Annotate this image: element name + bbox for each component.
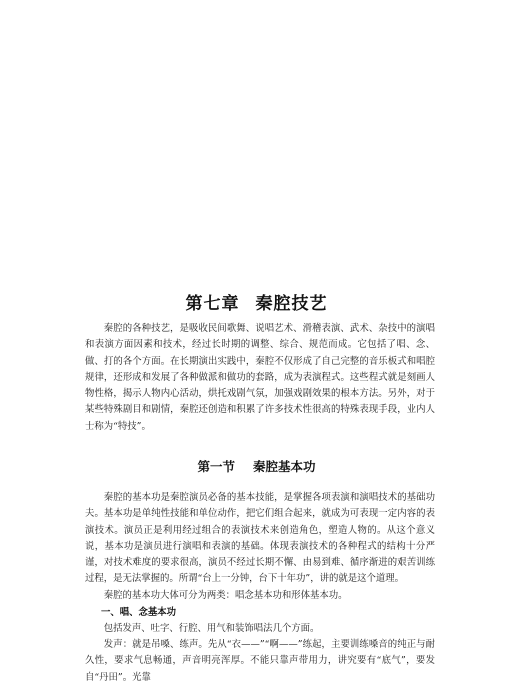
chapter-name: 秦腔技艺	[255, 294, 328, 314]
subsection-heading: 一、唱、念基本功	[101, 607, 177, 618]
voice-paragraph: 发声：就是吊嗓、练声。先从“衣——”“啊——”练起，主要训练嗓音的纯正与耐久性，要求气息畅通，声音明亮浑厚。不能只靠声带用力，讲究要有“底气”，要发自“丹田”。光靠	[85, 639, 435, 683]
section-name: 秦腔基本功	[253, 459, 316, 474]
section-paragraph: 秦腔的基本功是秦腔演员必备的基本技能，是掌握各项表演和演唱技术的基础功夫。基本功是单纯性技能和单位动作，把它们组合起来，就成为可表现一定内容的表演技术。演员正是利用经过组合的表演技术来创造角色，塑造人物的。从这个意义说，基本功是演员进行演唱和表演的基础。体现表演技术的各种程式的结构十分严谨，对技术难度的要求很高，演员不经过长期不懈、由易到难、循序渐进的艰苦训练过程，是无法掌握的。所谓“台上一分钟，台下十年功”，讲的就是这个道理。	[85, 492, 435, 585]
subsection-intro: 包括发声、吐字、行腔、用气和装饰唱法几个方面。	[103, 623, 320, 634]
chapter-number: 第七章	[185, 294, 240, 314]
intro-paragraph: 秦腔的各种技艺，是吸收民间歌舞、说唱艺术、滑稽表演、武术、杂技中的演唱和表演方面因素和技术，经过长时期的调整、综合、规范而成。它包括了唱、念、做、打的各个方面。在长期演出实践中，秦腔不仅形成了自己完整的音乐板式和唱腔规律，还形成和发展了各种做派和做功的套路，成为表演程式。这些程式就是刻画人物性格，揭示人物内心活动，烘托戏剧气氛，加强戏剧效果的根本方法。另外，对于某些特殊剧目和剧情，秦腔还创造和积累了许多技术性很高的特殊表现手段，业内人士称为“特技”。	[85, 323, 435, 432]
classification-paragraph: 秦腔的基本功大体可分为两类：唱念基本功和形体基本功。	[103, 590, 348, 601]
section-title	[0, 457, 513, 475]
chapter-title	[0, 289, 513, 314]
section-number: 第一节	[197, 459, 235, 474]
